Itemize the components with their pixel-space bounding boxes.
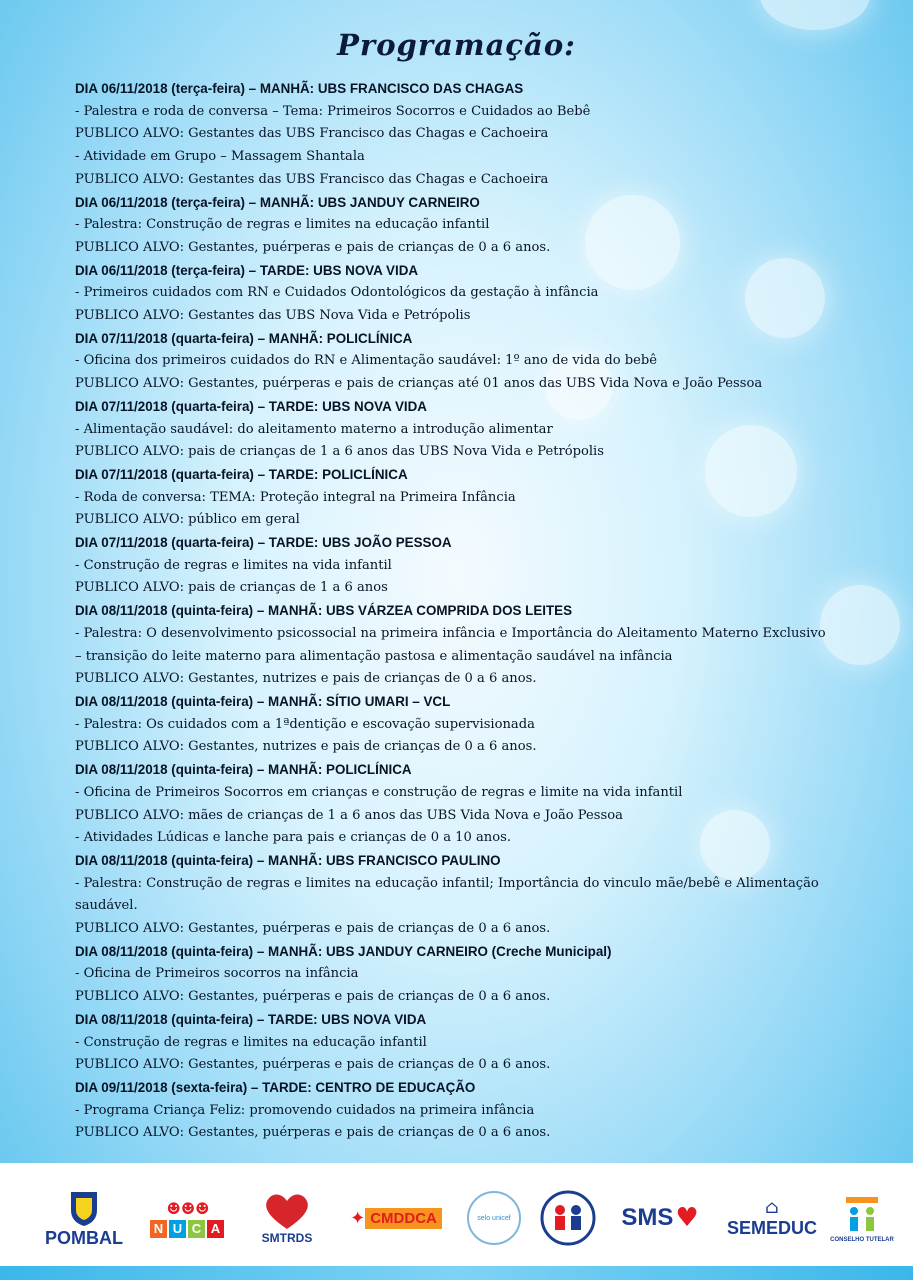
schedule-day-heading: DIA 09/11/2018 (sexta-feira) – TARDE: CENTRO DE EDUCAÇÃO [75,1079,476,1095]
cmddca-people-icon: ✦ [350,1207,366,1229]
schedule-line: PUBLICO ALVO: Gestantes das UBS Nova Vida e Petrópolis [75,308,471,324]
heart-hands-icon [258,1191,316,1231]
schedule-line: PUBLICO ALVO: Gestantes, puérperas e pais de crianças de 0 a 6 anos. [75,1057,551,1073]
children-icon [842,1193,882,1237]
schedule-line: PUBLICO ALVO: pais de crianças de 1 a 6 anos das UBS Nova Vida e Petrópolis [75,444,604,460]
schedule-day-heading: DIA 08/11/2018 (quinta-feira) – MANHÃ: POLICLÍNICA [75,762,412,778]
schedule-line: - Palestra: Os cuidados com a 1ªdentição e escovação supervisionada [75,716,535,732]
schedule-line: - Oficina de Primeiros socorros na infância [75,966,359,982]
selo-unicef-logo [462,1175,526,1261]
conselho-logo [832,1175,892,1261]
selo-text: selo unicef [477,1214,511,1222]
footer-stripe [0,1266,913,1280]
schedule-line: PUBLICO ALVO: Gestantes das UBS Francisco das Chagas e Cachoeira [75,126,549,142]
schedule-day-heading: DIA 08/11/2018 (quinta-feira) – MANHÃ: UBS VÁRZEA COMPRIDA DOS LEITES [75,603,573,619]
schedule-line: - Construção de regras e limites na vida infantil [75,557,392,573]
pombal-text: POMBAL [45,1227,123,1248]
smtrds-logo [246,1175,328,1261]
nuca-letter: A [207,1220,224,1238]
selo-seal-icon [467,1191,521,1245]
sms-logo [610,1175,710,1261]
schedule-line: PUBLICO ALVO: Gestantes, puérperas e pais de crianças de 0 a 6 anos. [75,1125,551,1141]
schedule-line: - Oficina dos primeiros cuidados do RN e Alimentação saudável: 1º ano de vida do bebê [75,353,658,369]
family-icon [540,1190,596,1246]
schedule-line: - Palestra: Construção de regras e limites na educação infantil; Importância do vinculo mãe/bebê e Alimentação saudável. [75,875,819,914]
semeduc-text: SEMEDUC [726,1218,817,1238]
schedule-day-heading: DIA 06/11/2018 (terça-feira) – TARDE: UBS NOVA VIDA [75,262,419,278]
schedule-line: - Atividade em Grupo – Massagem Shantala [75,149,365,165]
schedule-day-heading: DIA 07/11/2018 (quarta-feira) – TARDE: UBS JOÃO PESSOA [75,535,452,551]
schedule-line: PUBLICO ALVO: público em geral [75,512,300,528]
schedule-line: – transição do leite materno para alimentação pastosa e alimentação saudável na infância [75,648,673,664]
sms-text: SMS [621,1204,674,1231]
page-title: Programação: [337,28,576,62]
family-circle-logo [536,1175,600,1261]
schedule-day-heading: DIA 08/11/2018 (quinta-feira) – MANHÃ: SÍTIO UMARI – VCL [75,693,451,709]
schedule-line: - Palestra: Construção de regras e limites na educação infantil [75,217,490,233]
schedule-day-heading: DIA 08/11/2018 (quinta-feira) – TARDE: UBS NOVA VIDA [75,1011,427,1027]
schedule-line: PUBLICO ALVO: Gestantes, puérperas e pais de crianças de 0 a 6 anos. [75,989,551,1005]
bokeh-light [760,0,870,30]
schedule-line: PUBLICO ALVO: Gestantes, puérperas e pais de crianças de 0 a 6 anos. [75,239,551,255]
schedule-line: - Roda de conversa: TEMA: Proteção integral na Primeira Infância [75,489,516,505]
nuca-letter: N [150,1220,167,1238]
nuca-logo [148,1175,228,1261]
schedule-day-heading: DIA 08/11/2018 (quinta-feira) – MANHÃ: UBS FRANCISCO PAULINO [75,852,501,868]
cmddca-text: CMDDCA [365,1208,442,1229]
schedule-line: PUBLICO ALVO: Gestantes das UBS Francisco das Chagas e Cachoeira [75,171,549,187]
nuca-letter: C [188,1220,205,1238]
smtrds-text: SMTRDS [261,1231,313,1245]
coat-of-arms-icon [67,1188,101,1228]
schedule-day-heading: DIA 08/11/2018 (quinta-feira) – MANHÃ: UBS JANDUY CARNEIRO (Creche Municipal) [75,943,612,959]
schedule-line: PUBLICO ALVO: Gestantes, nutrizes e pais de crianças de 0 a 6 anos. [75,671,537,687]
schedule-line: PUBLICO ALVO: pais de crianças de 1 a 6 anos [75,580,388,596]
conselho-text: CONSELHO TUTELAR [830,1237,894,1243]
schedule-day-heading: DIA 06/11/2018 (terça-feira) – MANHÃ: UBS JANDUY CARNEIRO [75,194,480,210]
school-icon: ⌂ [765,1197,779,1218]
nuca-letter: U [169,1220,186,1238]
schedule-line: - Alimentação saudável: do aleitamento materno a introdução alimentar [75,421,553,437]
schedule-line: - Programa Criança Feliz: promovendo cuidados na primeira infância [75,1102,535,1118]
schedule-line: PUBLICO ALVO: Gestantes, puérperas e pais de crianças de 0 a 6 anos. [75,921,551,937]
cmddca-logo [342,1175,450,1261]
schedule-day-heading: DIA 07/11/2018 (quarta-feira) – TARDE: UBS NOVA VIDA [75,398,427,414]
schedule-list [75,78,865,1145]
schedule-line: PUBLICO ALVO: Gestantes, nutrizes e pais de crianças de 0 a 6 anos. [75,739,537,755]
schedule-line: PUBLICO ALVO: Gestantes, puérperas e pais de crianças até 01 anos das UBS Vida Nova e João Pessoa [75,376,763,392]
nuca-tiles [150,1218,226,1238]
schedule-line: - Oficina de Primeiros Socorros em crianças e construção de regras e limite na vida infantil [75,784,683,800]
schedule-line: - Palestra e roda de conversa – Tema: Primeiros Socorros e Cuidados ao Bebê [75,103,591,119]
pombal-logo [38,1175,130,1261]
semeduc-logo [722,1175,822,1261]
heart-plus-icon: ♥ [675,1203,699,1233]
schedule-day-heading: DIA 07/11/2018 (quarta-feira) – MANHÃ: POLICLÍNICA [75,330,413,346]
schedule-line: - Atividades Lúdicas e lanche para pais e crianças de 0 a 10 anos. [75,830,511,846]
sms-badge [621,1203,698,1233]
schedule-line: PUBLICO ALVO: mães de crianças de 1 a 6 anos das UBS Vida Nova e João Pessoa [75,807,623,823]
schedule-line: - Construção de regras e limites na educação infantil [75,1034,427,1050]
schedule-line: - Primeiros cuidados com RN e Cuidados Odontológicos da gestação à infância [75,285,599,301]
schedule-day-heading: DIA 07/11/2018 (quarta-feira) – TARDE: POLICLÍNICA [75,466,408,482]
footer-logos [0,1163,913,1280]
cmddca-badge [350,1208,442,1229]
schedule-day-heading: DIA 06/11/2018 (terça-feira) – MANHÃ: UBS FRANCISCO DAS CHAGAS [75,81,524,96]
nuca-people-icon: ☻☻☻ [166,1198,210,1218]
schedule-line: - Palestra: O desenvolvimento psicossocial na primeira infância e Importância do Aleitamento Materno Exclusivo [75,625,826,641]
